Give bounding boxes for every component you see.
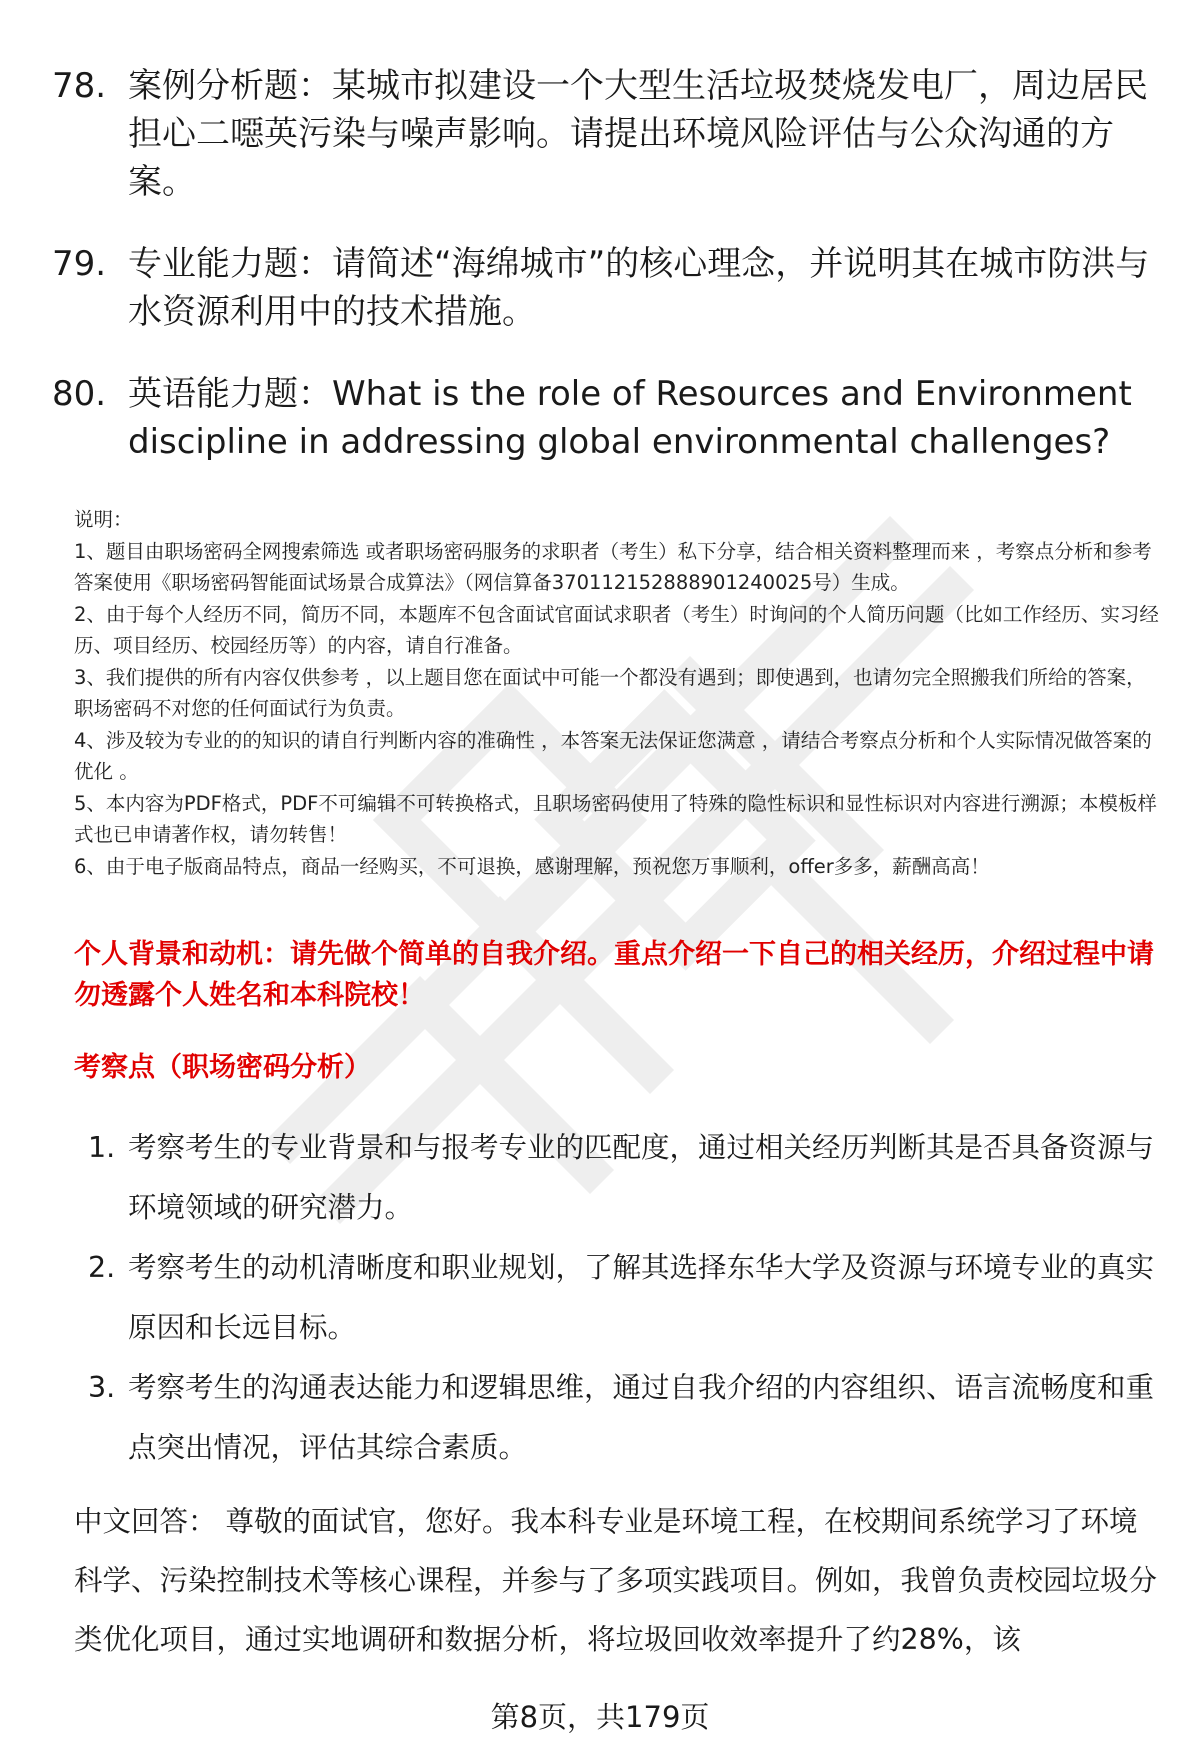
list-item-text: 考察考生的沟通表达能力和逻辑思维，通过自我介绍的内容组织、语言流畅度和重点突出情况，评估其综合素质。 <box>128 1371 1155 1464</box>
analysis-list <box>74 1118 1164 1478</box>
question-78 <box>52 62 1162 206</box>
list-item <box>74 1358 1164 1478</box>
list-item-text: 考察考生的专业背景和与报考专业的匹配度，通过相关经历判断其是否具备资源与环境领域的研究潜力。 <box>128 1131 1155 1224</box>
question-text: 案例分析题：某城市拟建设一个大型生活垃圾焚烧发电厂，周边居民担心二噁英污染与噪声影响。请提出环境风险评估与公众沟通的方案。 <box>128 66 1148 202</box>
section-heading: 个人背景和动机：请先做个简单的自我介绍。重点介绍一下自己的相关经历，介绍过程中请勿透露个人姓名和本科院校！ <box>74 939 1154 1011</box>
question-text: 专业能力题：请简述“海绵城市”的核心理念，并说明其在城市防洪与水资源利用中的技术措施。 <box>128 244 1150 332</box>
question-80 <box>52 370 1162 466</box>
list-item-number: 2. <box>88 1251 116 1284</box>
notes-block <box>74 504 1164 882</box>
analysis-title: 考察点（职场密码分析） <box>74 1052 371 1083</box>
answer-text: 中文回答： 尊敬的面试官，您好。我本科专业是环境工程，在校期间系统学习了环境科学、污染控制技术等核心课程，并参与了多项实践项目。例如，我曾负责校园垃圾分类优化项目，通过实地调研和数据分析，将垃圾回收效率提升了约28%，该 <box>74 1505 1158 1656</box>
note-item: 4、涉及较为专业的的知识的请自行判断内容的准确性 ，本答案无法保证您满意 ，请结合考察点分析和个人实际情况做答案的优化 。 <box>74 728 1152 783</box>
list-item-number: 1. <box>88 1131 116 1164</box>
note-item: 2、由于每个人经历不同，简历不同，本题库不包含面试官面试求职者（考生）时询问的个人简历问题（比如工作经历、实习经历、项目经历、校园经历等）的内容，请自行准备。 <box>74 602 1159 657</box>
list-item-text: 考察考生的动机清晰度和职业规划，了解其选择东华大学及资源与环境专业的真实原因和长远目标。 <box>128 1251 1155 1344</box>
note-item: 6、由于电子版商品特点，商品一经购买，不可退换，感谢理解，预祝您万事顺利，offer多多，薪酬高高！ <box>74 854 990 878</box>
note-item: 3、我们提供的所有内容仅供参考 ，以上题目您在面试中可能一个都没有遇到；即使遇到，也请勿完全照搬我们所给的答案，职场密码不对您的任何面试行为负责。 <box>74 665 1146 720</box>
question-number: 78. <box>52 66 107 106</box>
list-item-number: 3. <box>88 1371 116 1404</box>
question-text: 英语能力题：What is the role of Resources and Environment discipline in addressing global environmental challenges? <box>128 374 1132 462</box>
note-item: 1、题目由职场密码全网搜索筛选 或者职场密码服务的求职者（考生）私下分享，结合相关资料整理而来 ，考察点分析和参考答案使用《职场密码智能面试场景合成算法》（网信算备370112152888901240025号）生成。 <box>74 539 1152 594</box>
question-number: 79. <box>52 244 107 284</box>
question-number: 80. <box>52 374 107 414</box>
list-item <box>74 1238 1164 1358</box>
notes-title: 说明： <box>74 508 133 531</box>
page-number: 第8页，共179页 <box>490 1700 710 1734</box>
question-79 <box>52 240 1162 336</box>
note-item: 5、本内容为PDF格式，PDF不可编辑不可转换格式，且职场密码使用了特殊的隐性标识和显性标识对内容进行溯源；本模板样式也已申请著作权，请勿转售！ <box>74 791 1157 846</box>
list-item <box>74 1118 1164 1238</box>
